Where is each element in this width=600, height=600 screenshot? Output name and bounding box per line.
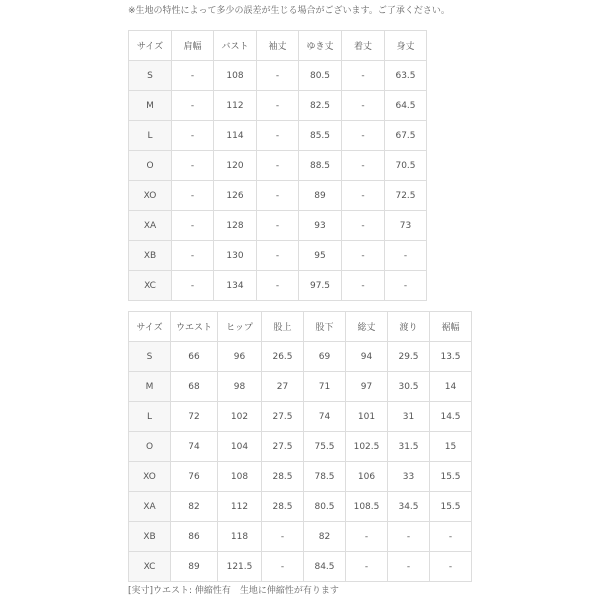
table-cell: 126 <box>214 181 257 211</box>
table-cell: - <box>388 552 430 582</box>
table-cell: 73 <box>385 211 427 241</box>
table-cell: 134 <box>214 271 257 301</box>
measurement-note: [実寸]ウエスト: 伸縮性有 生地に伸縮性が有ります <box>128 586 339 596</box>
table-cell: 108.5 <box>346 492 388 522</box>
table-cell: 96 <box>218 342 262 372</box>
size-label-cell: L <box>129 402 171 432</box>
table-cell: 27 <box>262 372 304 402</box>
table-cell: - <box>430 552 472 582</box>
table-row <box>129 151 427 181</box>
header-cell: 渡り <box>388 312 430 342</box>
table-cell: 27.5 <box>262 402 304 432</box>
table-cell: 80.5 <box>304 492 346 522</box>
table-row <box>129 402 472 432</box>
header-cell: ウエスト <box>171 312 218 342</box>
table-cell: 97.5 <box>299 271 342 301</box>
table-cell: - <box>172 211 214 241</box>
table-cell: 74 <box>171 432 218 462</box>
table-cell: 14 <box>430 372 472 402</box>
table-cell: 108 <box>218 462 262 492</box>
table-row <box>129 372 472 402</box>
header-cell: 袖丈 <box>257 31 299 61</box>
header-cell: 着丈 <box>342 31 385 61</box>
table-cell: 63.5 <box>385 61 427 91</box>
size-label-cell: XC <box>129 552 171 582</box>
table-cell: 121.5 <box>218 552 262 582</box>
size-label-cell: XO <box>129 181 172 211</box>
table-cell: 104 <box>218 432 262 462</box>
table-cell: 26.5 <box>262 342 304 372</box>
table-cell: 75.5 <box>304 432 346 462</box>
table-cell: 95 <box>299 241 342 271</box>
size-label-cell: S <box>129 342 171 372</box>
size-label-cell: XB <box>129 522 171 552</box>
table-cell: - <box>342 61 385 91</box>
table-cell: - <box>262 522 304 552</box>
table-cell: 66 <box>171 342 218 372</box>
table-cell: 120 <box>214 151 257 181</box>
table-cell: - <box>257 121 299 151</box>
table-cell: 93 <box>299 211 342 241</box>
table-cell: - <box>257 241 299 271</box>
size-label-cell: M <box>129 91 172 121</box>
table-row <box>129 342 472 372</box>
header-cell: サイズ <box>129 31 172 61</box>
table-cell: 33 <box>388 462 430 492</box>
table-cell: 72.5 <box>385 181 427 211</box>
table-cell: 78.5 <box>304 462 346 492</box>
table-cell: - <box>257 181 299 211</box>
table-cell: 72 <box>171 402 218 432</box>
table-cell: 86 <box>171 522 218 552</box>
table-cell: - <box>342 121 385 151</box>
table-row <box>129 522 472 552</box>
table-cell: 84.5 <box>304 552 346 582</box>
table-cell: - <box>385 241 427 271</box>
table-cell: 106 <box>346 462 388 492</box>
table-cell: 98 <box>218 372 262 402</box>
table-cell: 108 <box>214 61 257 91</box>
table-cell: 85.5 <box>299 121 342 151</box>
table-cell: - <box>342 151 385 181</box>
table-cell: 89 <box>171 552 218 582</box>
table-cell: 118 <box>218 522 262 552</box>
table-cell: - <box>257 91 299 121</box>
table-cell: - <box>342 241 385 271</box>
table-row <box>129 462 472 492</box>
table-cell: - <box>257 271 299 301</box>
table-cell: - <box>172 151 214 181</box>
size-label-cell: XA <box>129 492 171 522</box>
header-cell: サイズ <box>129 312 171 342</box>
table-row <box>129 181 427 211</box>
table-row <box>129 271 427 301</box>
table-cell: 102.5 <box>346 432 388 462</box>
table-cell: 94 <box>346 342 388 372</box>
table-cell: 34.5 <box>388 492 430 522</box>
table-cell: - <box>346 522 388 552</box>
table-cell: 89 <box>299 181 342 211</box>
table-row <box>129 91 427 121</box>
table-cell: - <box>257 151 299 181</box>
tops-table-body <box>129 61 427 301</box>
size-label-cell: XA <box>129 211 172 241</box>
bottoms-size-table <box>128 311 472 582</box>
caution-note: ※生地の特性によって多少の誤差が生じる場合がございます。ご了承ください。 <box>128 6 450 16</box>
table-cell: 30.5 <box>388 372 430 402</box>
table-cell: 70.5 <box>385 151 427 181</box>
table-row <box>129 61 427 91</box>
size-label-cell: XB <box>129 241 172 271</box>
table-row <box>129 121 427 151</box>
table-cell: 15 <box>430 432 472 462</box>
table-cell: 71 <box>304 372 346 402</box>
table-cell: 27.5 <box>262 432 304 462</box>
table-cell: 128 <box>214 211 257 241</box>
size-label-cell: XC <box>129 271 172 301</box>
table-cell: 76 <box>171 462 218 492</box>
size-label-cell: XO <box>129 462 171 492</box>
table-cell: 64.5 <box>385 91 427 121</box>
table-row <box>129 211 427 241</box>
table-cell: 68 <box>171 372 218 402</box>
table-cell: 97 <box>346 372 388 402</box>
header-cell: ゆき丈 <box>299 31 342 61</box>
table-row <box>129 552 472 582</box>
table-cell: 114 <box>214 121 257 151</box>
table-cell: - <box>257 61 299 91</box>
table-row <box>129 432 472 462</box>
table-cell: 31.5 <box>388 432 430 462</box>
table-cell: 67.5 <box>385 121 427 151</box>
table-cell: - <box>342 181 385 211</box>
header-cell: 身丈 <box>385 31 427 61</box>
table-cell: - <box>172 121 214 151</box>
size-label-cell: O <box>129 151 172 181</box>
table-cell: - <box>385 271 427 301</box>
table-cell: 130 <box>214 241 257 271</box>
table-cell: 101 <box>346 402 388 432</box>
table-cell: 102 <box>218 402 262 432</box>
header-cell: 股上 <box>262 312 304 342</box>
table-cell: 28.5 <box>262 462 304 492</box>
table-cell: - <box>172 91 214 121</box>
table-cell: 112 <box>214 91 257 121</box>
table-cell: - <box>262 552 304 582</box>
table-cell: 14.5 <box>430 402 472 432</box>
size-label-cell: M <box>129 372 171 402</box>
table-cell: 13.5 <box>430 342 472 372</box>
size-label-cell: L <box>129 121 172 151</box>
table-cell: 82 <box>171 492 218 522</box>
table-cell: 15.5 <box>430 462 472 492</box>
table-cell: - <box>172 181 214 211</box>
table-cell: - <box>342 91 385 121</box>
header-cell: 総丈 <box>346 312 388 342</box>
bottoms-table-body <box>129 342 472 582</box>
table-cell: - <box>172 271 214 301</box>
table-cell: 29.5 <box>388 342 430 372</box>
table-cell: - <box>430 522 472 552</box>
tops-size-table <box>128 30 427 301</box>
table-cell: - <box>172 61 214 91</box>
table-cell: - <box>388 522 430 552</box>
table-cell: - <box>346 552 388 582</box>
table-cell: 15.5 <box>430 492 472 522</box>
table-cell: - <box>172 241 214 271</box>
table-cell: 80.5 <box>299 61 342 91</box>
table-cell: - <box>342 211 385 241</box>
header-cell: 股下 <box>304 312 346 342</box>
table-row <box>129 492 472 522</box>
table-cell: 69 <box>304 342 346 372</box>
header-cell: バスト <box>214 31 257 61</box>
header-cell: 肩幅 <box>172 31 214 61</box>
table-cell: - <box>257 211 299 241</box>
table-cell: 112 <box>218 492 262 522</box>
table-cell: 88.5 <box>299 151 342 181</box>
header-cell: 裾幅 <box>430 312 472 342</box>
size-label-cell: O <box>129 432 171 462</box>
table-cell: 74 <box>304 402 346 432</box>
table-header-row <box>129 312 472 342</box>
table-header-row <box>129 31 427 61</box>
size-label-cell: S <box>129 61 172 91</box>
table-cell: 31 <box>388 402 430 432</box>
table-cell: 28.5 <box>262 492 304 522</box>
table-cell: 82 <box>304 522 346 552</box>
header-cell: ヒップ <box>218 312 262 342</box>
table-cell: - <box>342 271 385 301</box>
table-cell: 82.5 <box>299 91 342 121</box>
table-row <box>129 241 427 271</box>
